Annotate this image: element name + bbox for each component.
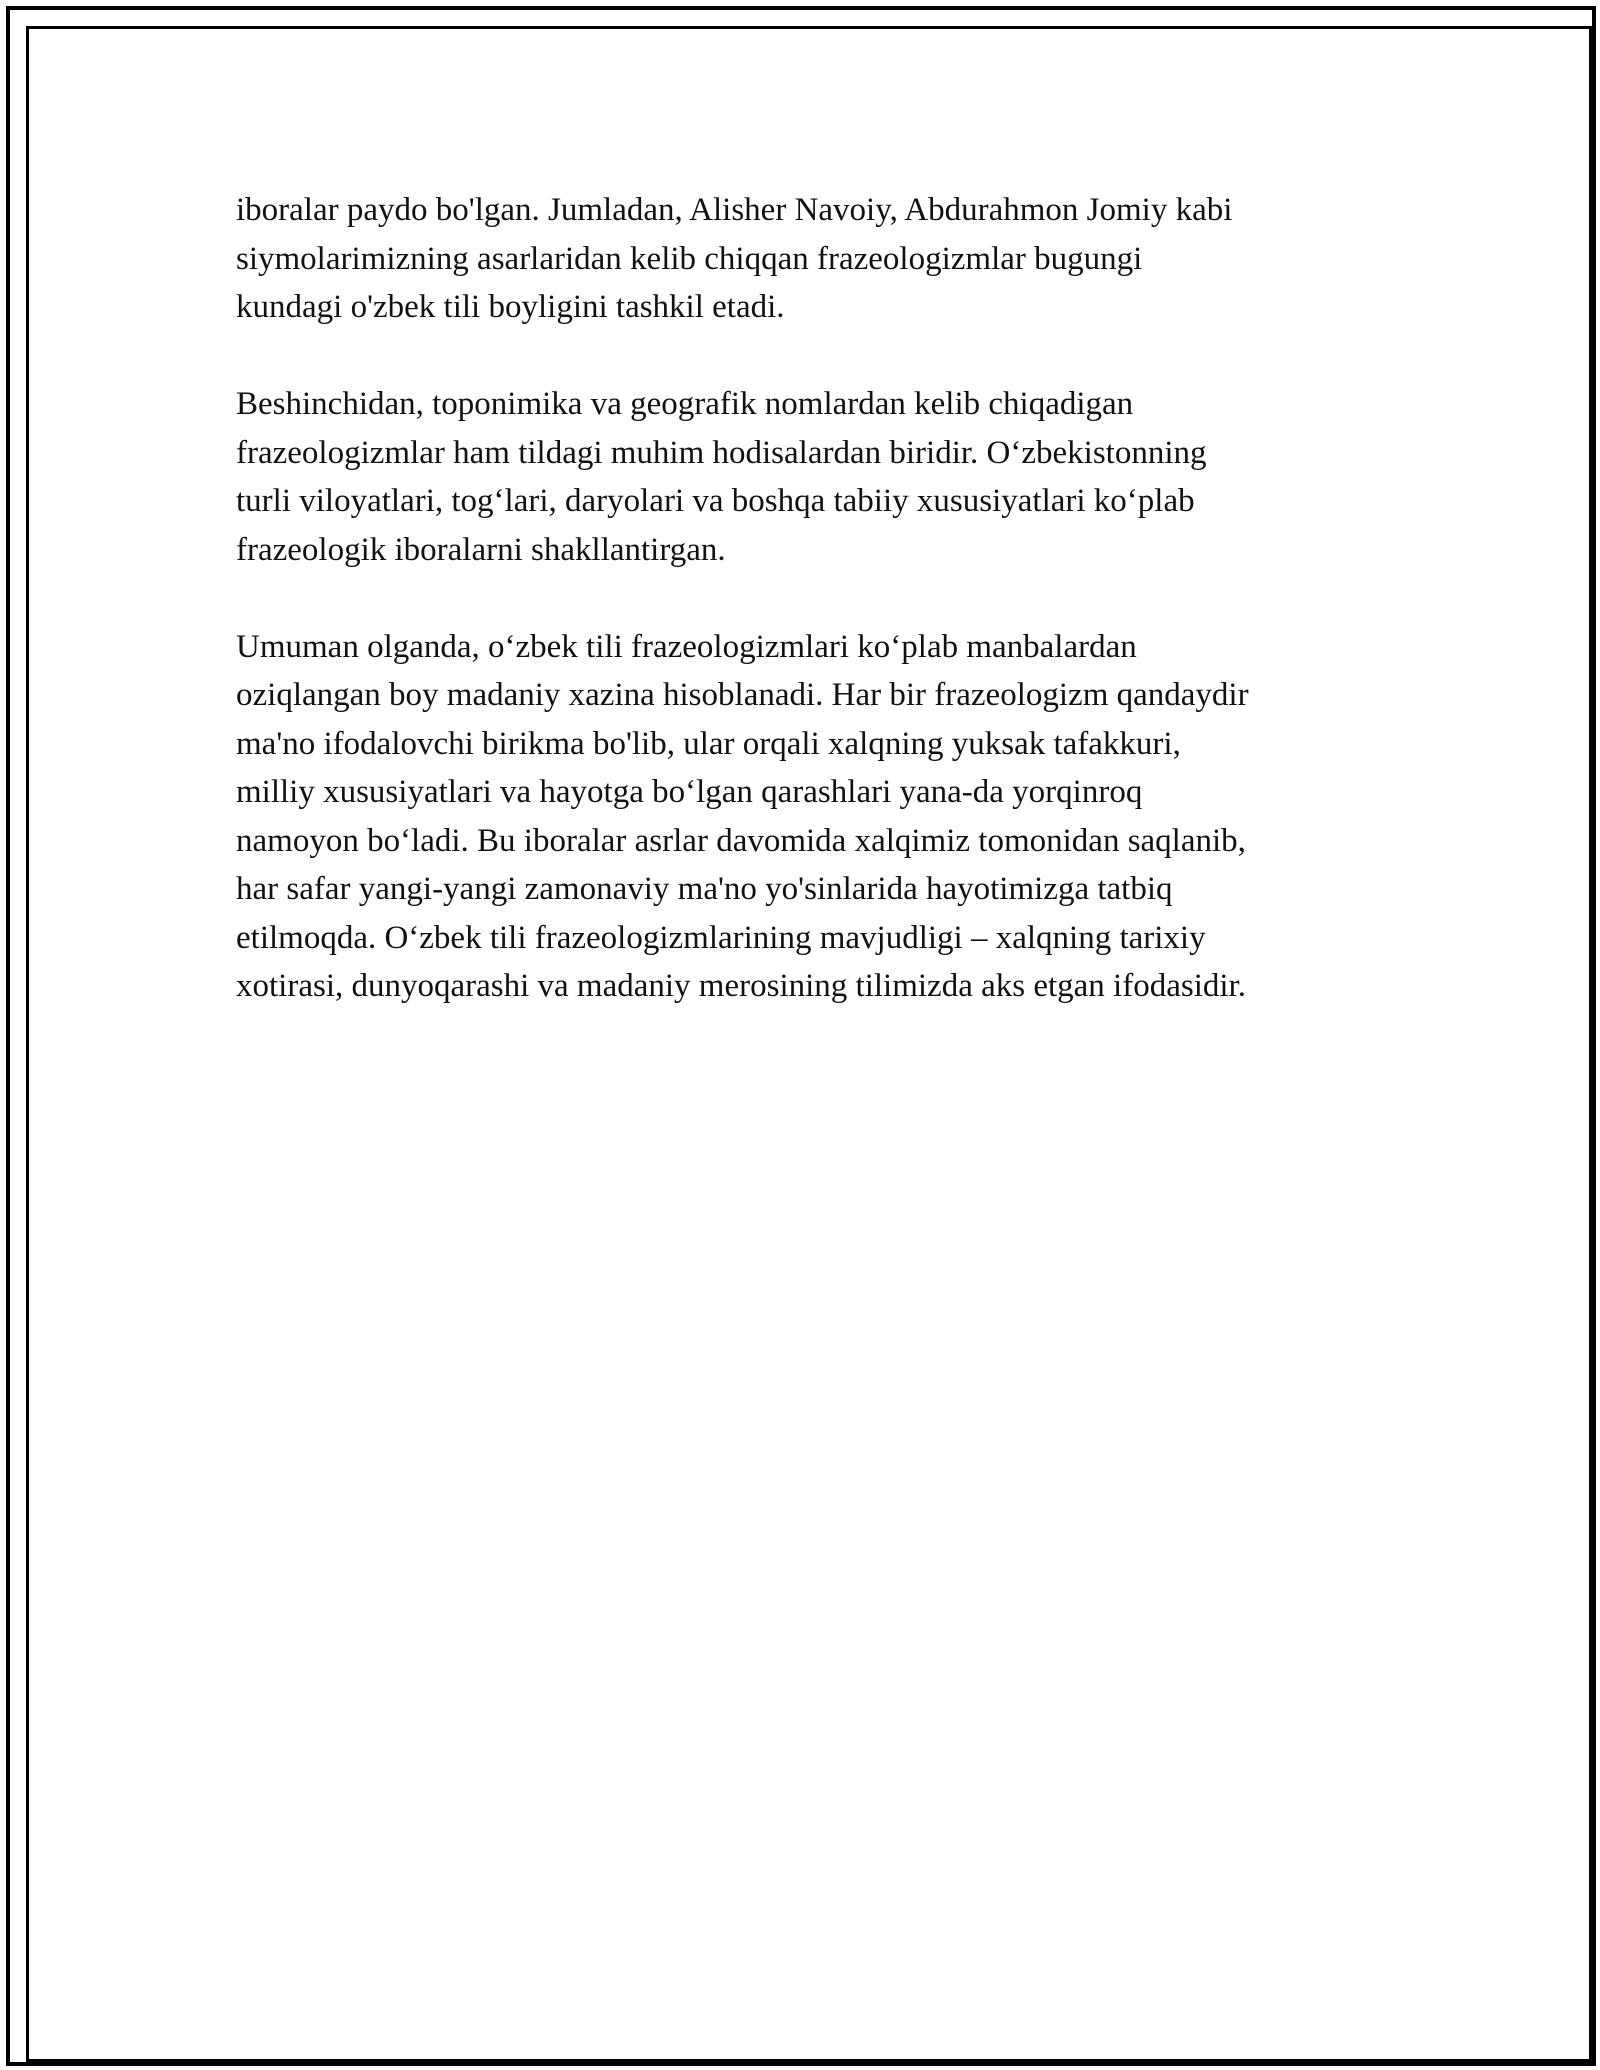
paragraph-conclusion: Umuman olganda, o‘zbek tili frazeologizmlari ko‘plab manbalardan oziqlangan boy madaniy xazina hisoblanadi. Har bir frazeologizm qandaydir ma'no ifodalovchi birikma bo'lib, ular orqali xalqning yuksak tafakkuri, milliy xususiyatlari va hayotga bo‘lgan qarashlari yana-da yorqinroq namoyon bo‘ladi. Bu iboralar asrlar davomida xalqimiz tomonidan saqlanib, har safar yangi-yangi zamonaviy ma'no yo'sinlarida hayotimizga tatbiq etilmoqda. O‘zbek tili frazeologizmlarining mavjudligi – xalqning tarixiy xotirasi, dunyoqarashi va madaniy merosining tilimizda aks etgan ifodasidir. bbox=[236, 628, 1249, 1004]
document-body bbox=[236, 186, 1386, 1059]
paragraph-toponimika: Beshinchidan, toponimika va geografik nomlardan kelib chiqadigan frazeologizmlar ham tildagi muhim hodisalardan biridir. O‘zbekistonning turli viloyatlari, tog‘lari, daryolari va boshqa tabiiy xususiyatlari ko‘plab frazeologik iboralarni shakllantirgan. bbox=[236, 386, 1207, 568]
paragraph-navoiy-jomiy: iboralar paydo bo'lgan. Jumladan, Alisher Navoiy, Abdurahmon Jomiy kabi siymolarimizning asarlaridan kelib chiqqan frazeologizmlar bugungi kundagi o'zbek tili boyligini tashkil etadi. bbox=[236, 192, 1233, 325]
